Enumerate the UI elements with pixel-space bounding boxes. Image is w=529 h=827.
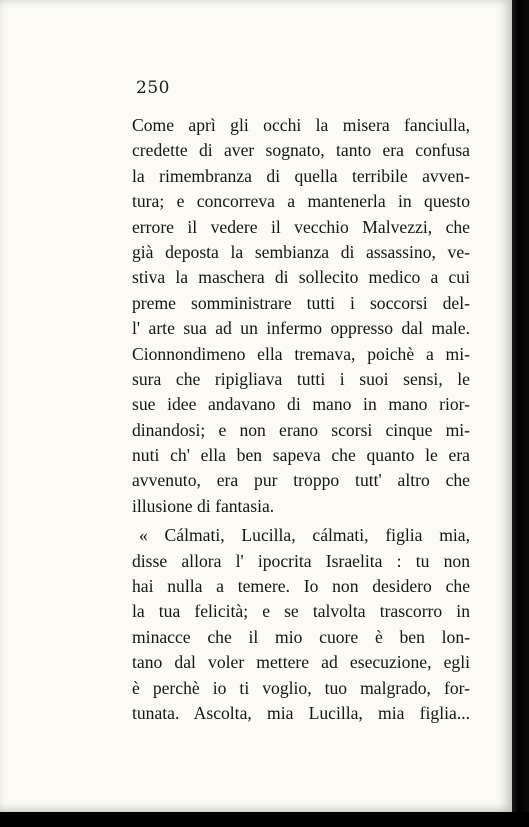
- paragraph-end-line: illusione di fantasia.: [132, 495, 275, 516]
- text-line: disse allora l' ipocrita Israelita : tu non: [132, 550, 470, 571]
- scan-edge-right: [512, 0, 529, 827]
- text-line: sue idee andavano di mano in mano rior-: [132, 394, 470, 415]
- text-line: nuti ch' ella ben sapeva che quanto le era: [132, 445, 470, 466]
- text-line: sura che ripigliava tutti i suoi sensi, le: [132, 368, 470, 389]
- text-line: la tua felicità; e se talvolta trascorro in: [132, 601, 470, 622]
- text-line: la rimembranza di quella terribile avven-: [132, 165, 470, 186]
- text-line: tunata. Ascolta, mia Lucilla, mia figlia...: [132, 702, 470, 723]
- text-line: Come aprì gli occhi la misera fanciulla,: [132, 115, 470, 135]
- body-text: [132, 113, 470, 726]
- text-line: preme somministrare tutti i soccorsi del-: [132, 292, 470, 313]
- text-line: avvenuto, era pur troppo tutt' altro che: [132, 470, 470, 491]
- text-line: l' arte sua ad un infermo oppresso dal male.: [132, 318, 470, 339]
- text-line: Cionnondimeno ella tremava, poichè a mi-: [132, 343, 470, 364]
- text-line: tura; e concorreva a mantenerla in questo: [132, 191, 470, 212]
- text-line: hai nulla a temere. Io non desidero che: [132, 576, 470, 597]
- scan-edge-bottom: [0, 812, 529, 827]
- text-line: errore il vedere il vecchio Malvezzi, che: [132, 216, 470, 237]
- text-line: è perchè io ti voglio, tuo malgrado, for-: [132, 677, 470, 698]
- dialogue-start-line: « Cálmati, Lucilla, cálmati, figlia mia,: [139, 525, 470, 546]
- text-line: stiva la maschera di sollecito medico a cui: [132, 267, 470, 288]
- text-line: già deposta la sembianza di assassino, ve-: [132, 241, 470, 262]
- text-line: minacce che il mio cuore è ben lon-: [132, 626, 470, 647]
- text-line: credette di aver sognato, tanto era confusa: [132, 140, 470, 161]
- page-number: 250: [136, 78, 170, 98]
- text-line: tano dal voler mettere ad esecuzione, egli: [132, 652, 470, 673]
- text-line: dinandosi; e non erano scorsi cinque mi-: [132, 419, 470, 440]
